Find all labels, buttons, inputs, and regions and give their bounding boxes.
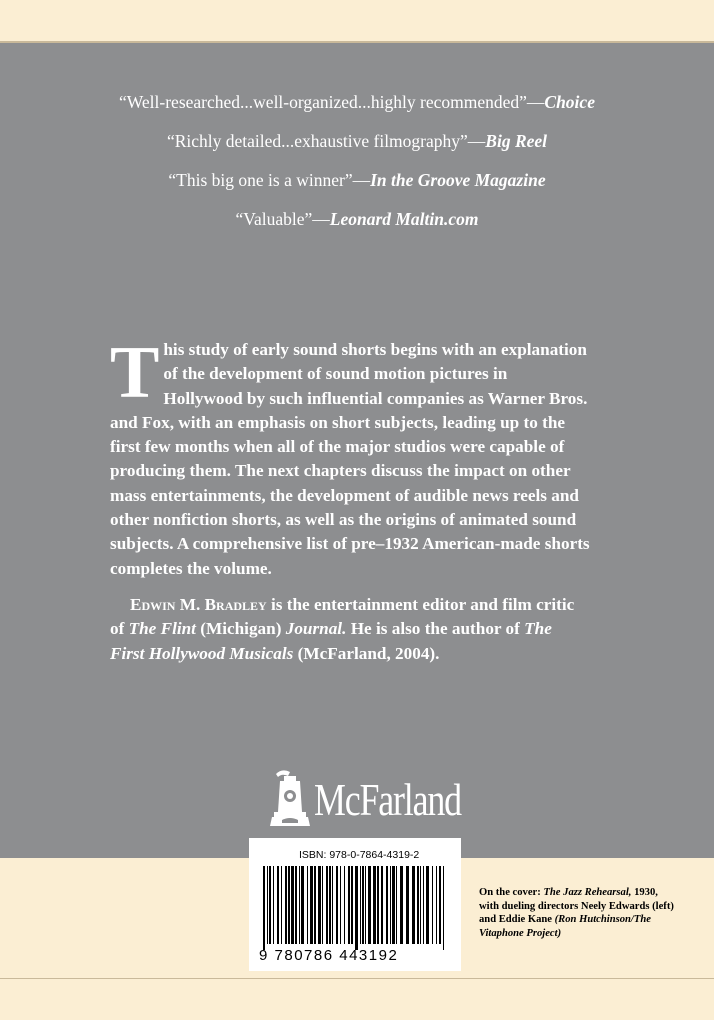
quote-2: “Richly detailed...exhaustive filmography”—Big Reel [166, 131, 548, 151]
barcode-bars [261, 866, 451, 950]
isbn-label: ISBN: 978-0-7864-4319-2 [299, 849, 420, 861]
barcode-number: 9 780786 443192 [259, 947, 399, 964]
cover-film-title: The Jazz Rehearsal, [543, 887, 632, 898]
book-title: The First Hollywood Musicals [110, 619, 552, 663]
bottom-rule [0, 978, 714, 979]
description-paragraph [110, 332, 590, 581]
journal-title: The Flint [128, 619, 196, 639]
publisher-logo [268, 766, 461, 832]
cover-caption: On the cover: The Jazz Rehearsal, 1930, with dueling directors Neely Edwards (left) and Eddie Kane (Ron Hutchinson/The Vitaphone Project) [479, 887, 674, 939]
quote-source: Big Reel [485, 131, 548, 151]
quote-4: “Valuable”—Leonard Maltin.com [235, 209, 479, 229]
publisher-name: McFarland [314, 774, 461, 825]
author-bio: Edwin M. Bradley is the entertainment editor and film critic of The Flint (Michigan) Journal. He is also the author of The First Hollywood Musicals (McFarland, 2004). [110, 594, 575, 663]
author-name: Edwin M. Bradley [130, 594, 267, 614]
barcode-box [249, 838, 461, 971]
quote-3: “This big one is a winner”—In the Groove Magazine [168, 170, 546, 190]
drop-cap: T [110, 332, 160, 414]
review-quotes [0, 92, 714, 248]
quote-source: Choice [544, 92, 595, 112]
quote-1: “Well-researched...well-organized...highly recommended”—Choice [119, 92, 595, 112]
description-body: his study of early sound shorts begins with an explanation of the development of sound motion pictures in Hollywood by such influential companies as Warner Bros. and Fox, with an emphasis on short subjects, leading up to the first few months when all of the major studios were capable of producing them. The next chapters discuss the impact on other mass entertainments, the development of audible news reels and other nonfiction shorts, as well as the origins of animated sound subjects. A comprehensive list of pre–1932 American-made shorts completes the volume. [110, 340, 590, 578]
cover-credit: (Ron Hutchinson/The Vitaphone Project) [479, 914, 651, 939]
journal-title-2: Journal. [285, 619, 347, 639]
lamp-icon [268, 768, 312, 828]
quote-source: Leonard Maltin.com [329, 209, 479, 229]
book-description [110, 332, 590, 666]
quote-source: In the Groove Magazine [370, 170, 546, 190]
